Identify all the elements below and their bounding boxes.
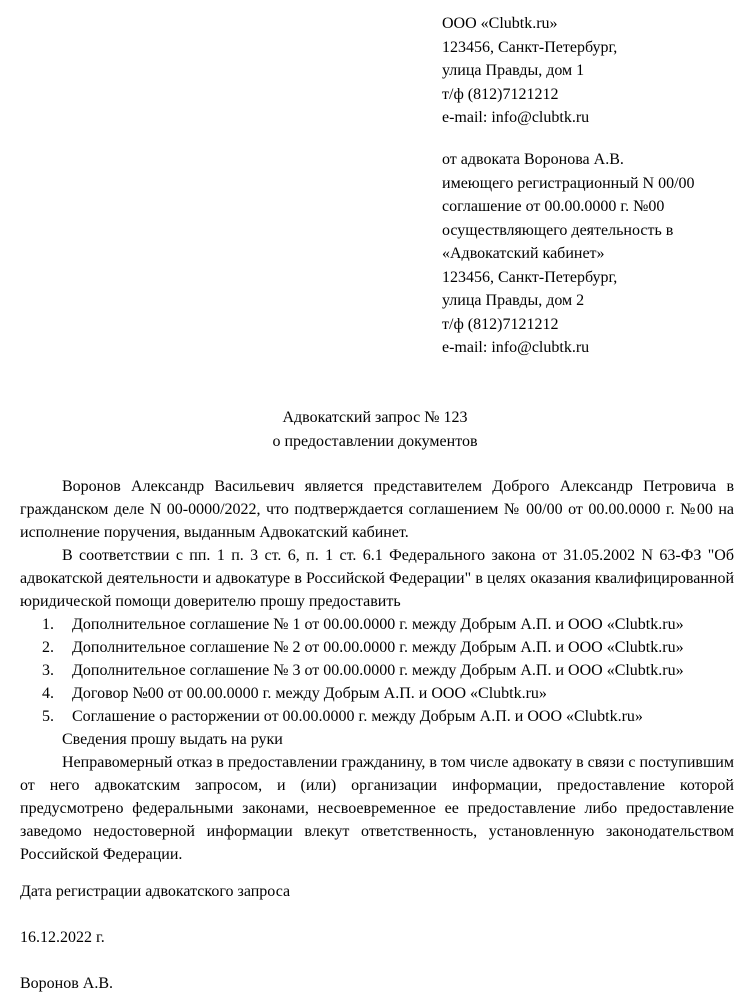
paragraph-liability: Неправомерный отказ в предоставлении гражданину, в том числе адвокату в связи с поступившим от него адвокатским запросом, и (или) организации информации, предоставление которой предусмотрено федеральными законами, несвоевременное ее предоставление либо предоставление заведомо недостоверной информации влекут ответственность, установленную законодательством Российской Федерации. xyxy=(20,754,734,863)
list-item-text: Договор №00 от 00.00.0000 г. между Добрым А.П. и ООО «Clubtk.ru» xyxy=(72,685,547,702)
recipient-line: e-mail: info@clubtk.ru xyxy=(442,109,590,126)
list-item-text: Дополнительное соглашение № 1 от 00.00.0000 г. между Добрым А.П. и ООО «Clubtk.ru» xyxy=(72,616,684,633)
recipient-line: улица Правды, дом 1 xyxy=(442,62,585,79)
requested-documents-list xyxy=(20,613,734,728)
sender-line: e-mail: info@clubtk.ru xyxy=(442,339,590,356)
signature-name: Воронов А.В. xyxy=(20,975,114,992)
list-item-text: Дополнительное соглашение № 2 от 00.00.0000 г. между Добрым А.П. и ООО «Clubtk.ru» xyxy=(72,639,684,656)
list-item xyxy=(20,659,734,682)
paragraph-delivery: Сведения прошу выдать на руки xyxy=(62,731,283,748)
sender-line: т/ф (812)7121212 xyxy=(442,315,559,333)
document-subtitle: о предоставлении документов xyxy=(272,433,478,450)
sender-line: соглашение от 00.00.0000 г. №00 xyxy=(442,198,665,215)
sender-address-block xyxy=(442,148,742,360)
sender-line: от адвоката Воронова А.В. xyxy=(442,151,624,168)
list-item xyxy=(20,613,734,636)
list-item-number: 5. xyxy=(42,708,54,725)
document-title: Адвокатский запрос № 123 xyxy=(282,409,468,426)
sender-line: 123456, Санкт-Петербург, xyxy=(442,268,618,286)
recipient-line: 123456, Санкт-Петербург, xyxy=(442,38,618,56)
list-item-text: Соглашение о расторжении от 00.00.0000 г. между Добрым А.П. и ООО «Clubtk.ru» xyxy=(72,708,643,725)
sender-line: улица Правды, дом 2 xyxy=(442,292,585,309)
recipient-line: ООО «Clubtk.ru» xyxy=(442,15,558,32)
paragraph-representation: Воронов Александр Васильевич является представителем Доброго Александр Петровича в гражданском деле N 00-0000/2022, что подтверждается соглашением № 00/00 от 00.00.0000 г. №00 на исполнение поручения, выданным Адвокатский кабинет. xyxy=(20,478,734,541)
sender-line: имеющего регистрационный N 00/00 xyxy=(442,174,695,192)
list-item-number: 3. xyxy=(42,662,54,679)
list-item xyxy=(20,636,734,659)
list-item-text: Дополнительное соглашение № 3 от 00.00.0000 г. между Добрым А.П. и ООО «Clubtk.ru» xyxy=(72,662,684,679)
registration-date-label: Дата регистрации адвокатского запроса xyxy=(20,883,291,900)
sender-line: осуществляющего деятельность в xyxy=(442,221,674,239)
list-item-number: 2. xyxy=(42,639,54,656)
recipient-address-block xyxy=(442,12,742,130)
request-date: 16.12.2022 г. xyxy=(20,929,105,946)
list-item-number: 4. xyxy=(42,685,54,702)
paragraph-request: В соответствии с пп. 1 п. 3 ст. 6, п. 1 ст. 6.1 Федерального закона от 31.05.2002 N 63-ФЗ "Об адвокатской деятельности и адвокатуре в Российской Федерации" в целях оказания квалифицированной юридической помощи доверителю прошу предоставить xyxy=(20,547,734,610)
document-body xyxy=(20,475,734,866)
list-item xyxy=(20,682,734,705)
list-item xyxy=(20,705,734,728)
sender-line: «Адвокатский кабинет» xyxy=(442,245,605,262)
list-item-number: 1. xyxy=(42,616,54,633)
recipient-line: т/ф (812)7121212 xyxy=(442,85,559,103)
